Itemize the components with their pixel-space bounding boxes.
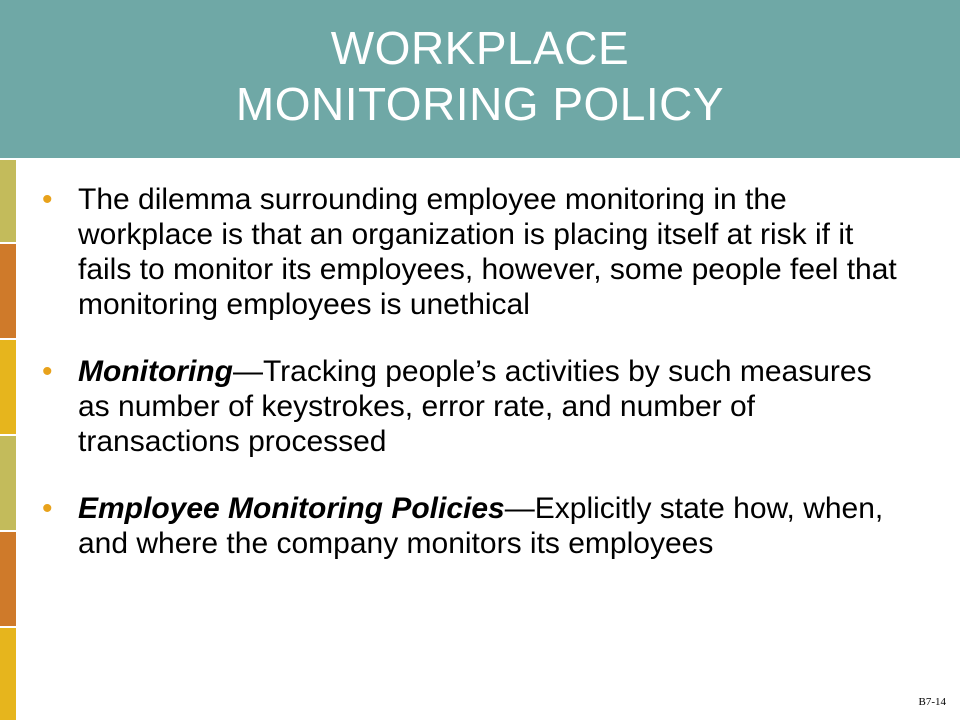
title-line-2: MONITORING POLICY [235,78,725,130]
bullet-item [42,491,902,561]
strip-block-6 [0,626,16,720]
bullet-term: Monitoring [78,355,233,388]
bullet-term: Employee Monitoring Policies [78,492,505,525]
slide-number: B7-14 [918,696,946,708]
bullet-dot: • [42,355,53,388]
strip-block-2 [0,242,16,338]
bullet-item [42,182,902,322]
bullet-list [42,182,902,593]
strip-block-4 [0,434,16,530]
bullet-text: —Tracking people’s activities by such measures as number of keystrokes, error rate, and number of transactions processed [78,355,872,458]
strip-block-1 [0,158,16,242]
title-line-1: WORKPLACE [330,22,630,74]
bullet-item [42,354,902,459]
strip-block-3 [0,338,16,434]
slide-title [0,20,960,132]
bullet-dot: • [42,492,53,525]
bullet-text: —Explicitly state how, when, and where the company monitors its employees [78,492,884,560]
bullet-dot: • [42,183,53,216]
side-color-strip [0,158,16,720]
strip-block-5 [0,530,16,626]
bullet-text: The dilemma surrounding employee monitoring in the workplace is that an organization is placing itself at risk if it fails to monitor its employees, however, some people feel that monitoring employees is unethical [78,183,897,321]
